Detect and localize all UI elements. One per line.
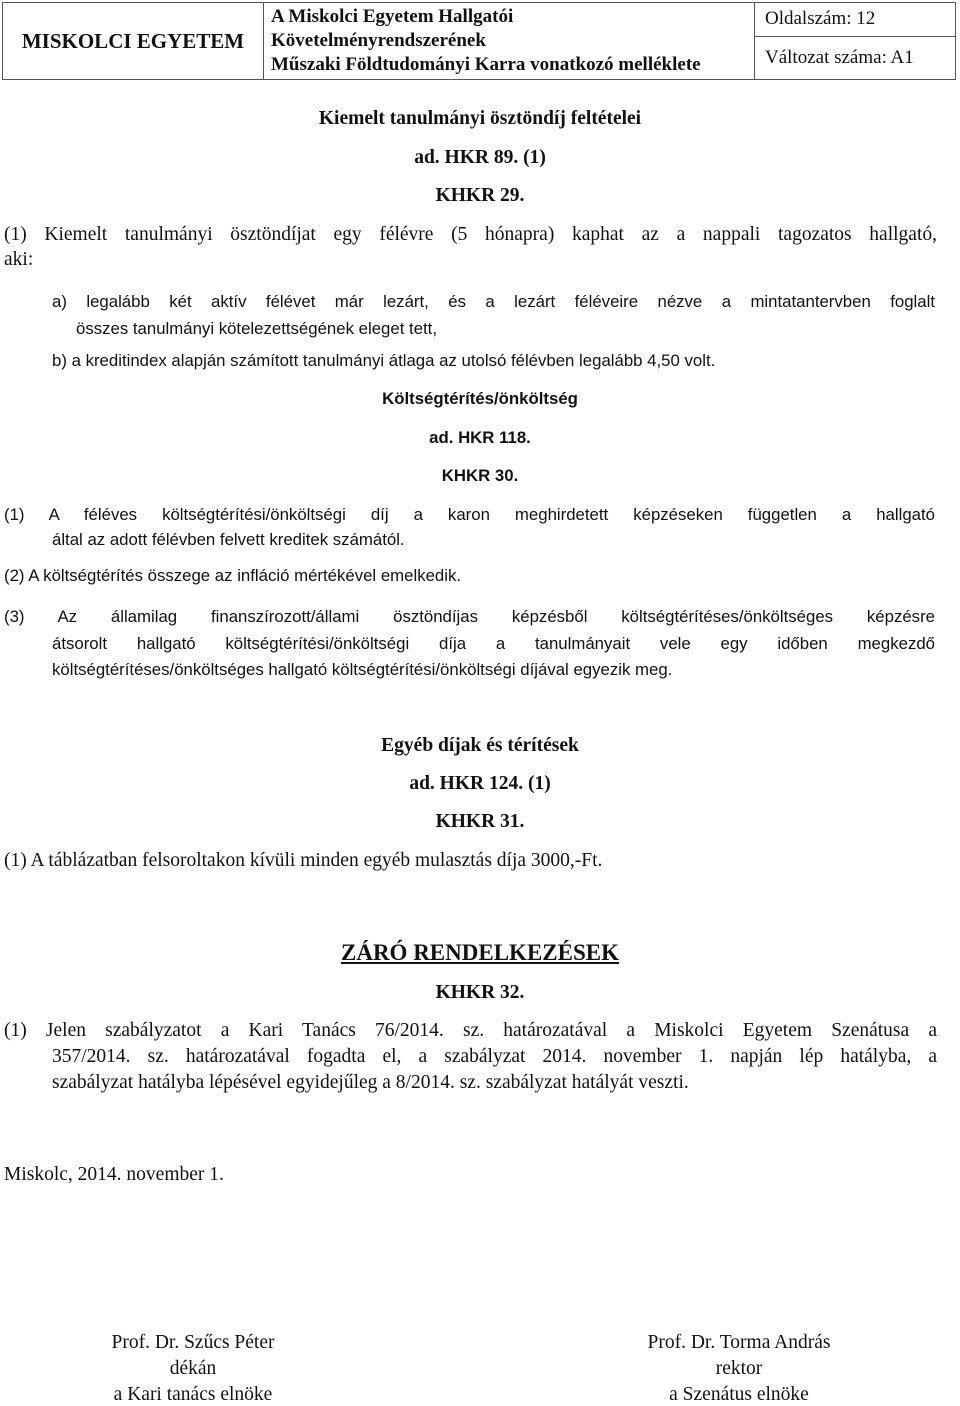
- document-title: [263, 3, 755, 79]
- signature-left-role2: a Kari tanács elnöke: [113, 1384, 273, 1405]
- paragraph-line: (1) Jelen szabályzatot a Kari Tanács 76/2014. sz. határozatával a Miskolci Egyetem Szenátusa a: [4, 1020, 937, 1041]
- signature-left-name: Prof. Dr. Szűcs Péter: [111, 1332, 275, 1353]
- section-ref-hkr: ad. HKR 124. (1): [409, 773, 551, 794]
- paragraph-line: (3) Az államilag finanszírozott/állami ösztöndíjas képzésből költségtérítéses/önköltséges képzésre: [4, 607, 935, 626]
- section-ref-hkr: ad. HKR 118.: [429, 428, 531, 447]
- place-date: Miskolc, 2014. november 1.: [4, 1164, 224, 1185]
- paragraph-line: aki:: [4, 249, 34, 270]
- page-number: Oldalszám: 12: [755, 3, 955, 37]
- paragraph-line: (2) A költségtérítés összege az infláció mértékével emelkedik.: [4, 566, 462, 585]
- signature-left-role: dékán: [169, 1358, 217, 1379]
- signature-right-role: rektor: [715, 1358, 763, 1379]
- paragraph-line: szabályzat hatályba lépésével egyidejűleg a 8/2014. sz. szabályzat hatályát veszti.: [52, 1072, 689, 1093]
- list-item-a: a) legalább két aktív félévet már lezárt, és a lezárt féléveire nézve a mintatantervben foglalt: [52, 292, 935, 311]
- title-line-1: A Miskolci Egyetem Hallgatói: [271, 6, 514, 27]
- paragraph-line: (1) Kiemelt tanulmányi ösztöndíjat egy félévre (5 hónapra) kaphat az a nappali tagozatos hallgató,: [4, 224, 937, 245]
- paragraph-line: költségtérítéses/önköltséges hallgató költségtérítési/önköltségi díjával egyezik meg.: [52, 660, 673, 679]
- title-line-2: Követelményrendszerének: [271, 30, 486, 51]
- paragraph-line: (1) A féléves költségtérítési/önköltségi díj a karon meghirdetett képzéseken független a hallgató: [4, 505, 935, 524]
- list-item-b: b) a kreditindex alapján számított tanulmányi átlaga az utolsó félévben legalább 4,50 volt.: [52, 351, 716, 370]
- institution-name: MISKOLCI EGYETEM: [3, 3, 264, 79]
- signature-right-name: Prof. Dr. Torma András: [647, 1332, 831, 1353]
- list-item-a-cont: összes tanulmányi kötelezettségének eleget tett,: [76, 319, 438, 338]
- section-ref-khkr: KHKR 32.: [435, 982, 525, 1003]
- section-title-fees: Költségtérítés/önköltség: [382, 389, 578, 408]
- signature-right-role2: a Szenátus elnöke: [669, 1384, 809, 1405]
- document-header: [2, 2, 956, 80]
- paragraph-line: átsorolt hallgató költségtérítési/önköltségi díja a tanulmányait vele egy időben megkezdő: [52, 634, 935, 653]
- section-ref-khkr: KHKR 30.: [441, 466, 519, 485]
- section-title-closing: ZÁRÓ RENDELKEZÉSEK: [341, 940, 619, 965]
- section-ref-hkr: ad. HKR 89. (1): [414, 147, 546, 168]
- section-title-scholarship: Kiemelt tanulmányi ösztöndíj feltételei: [318, 108, 642, 129]
- section-ref-khkr: KHKR 29.: [435, 185, 525, 206]
- paragraph-line: által az adott félévben felvett kreditek számától.: [52, 530, 405, 549]
- title-line-3: Műszaki Földtudományi Karra vonatkozó melléklete: [271, 54, 701, 75]
- version-number: Változat száma: A1: [765, 47, 914, 68]
- paragraph-line: 357/2014. sz. határozatával fogadta el, a szabályzat 2014. november 1. napján lép hatályba, a: [52, 1046, 937, 1067]
- paragraph-line: (1) A táblázatban felsoroltakon kívüli minden egyéb mulasztás díja 3000,-Ft.: [4, 850, 603, 871]
- section-ref-khkr: KHKR 31.: [435, 811, 525, 832]
- section-title-other-fees: Egyéb díjak és térítések: [381, 735, 579, 756]
